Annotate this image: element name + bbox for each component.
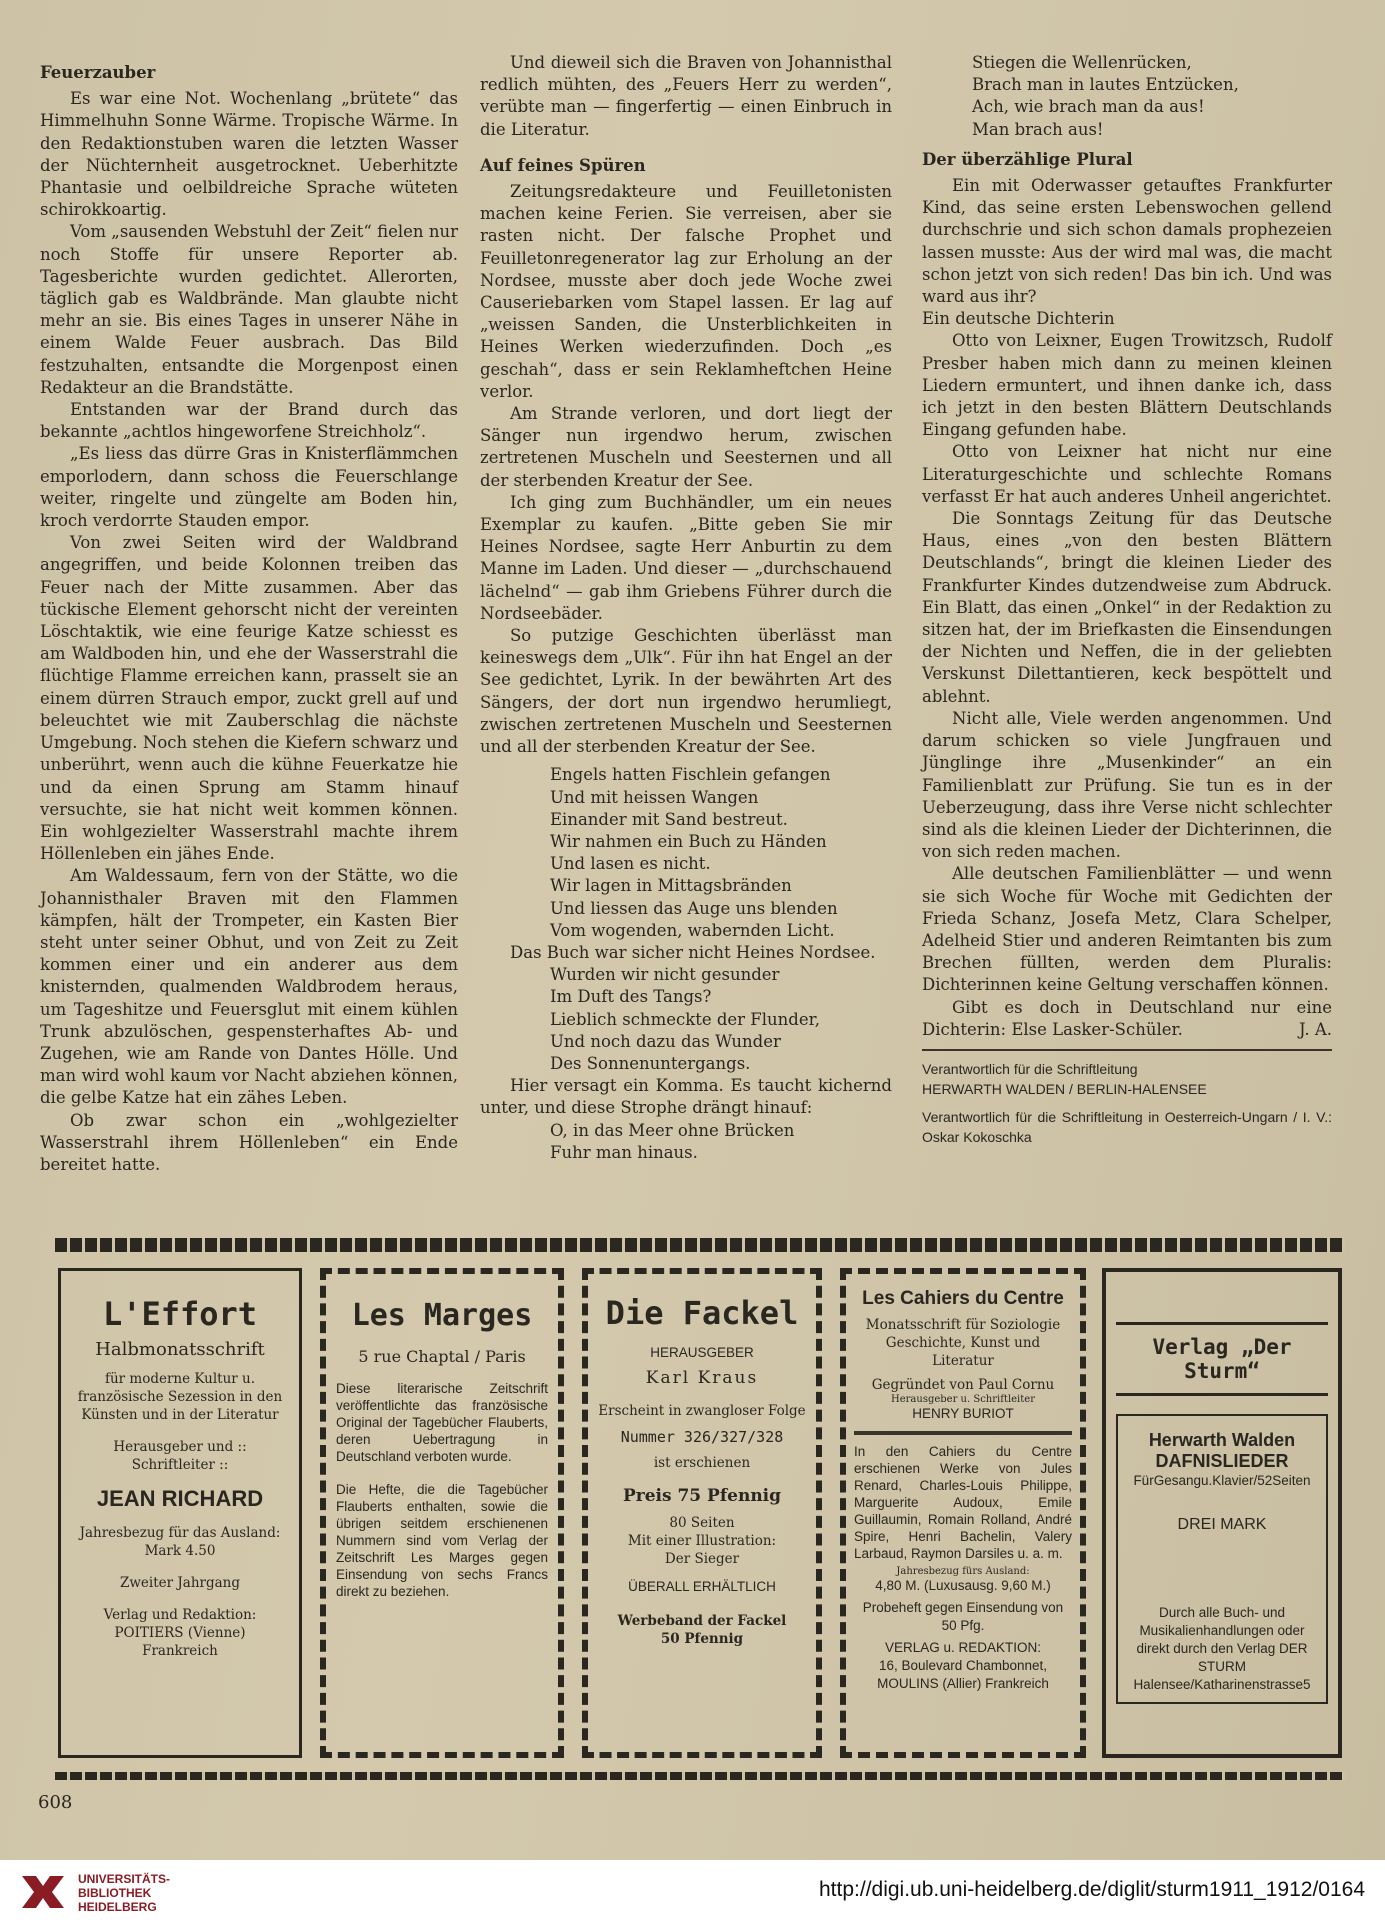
resp-label: Verantwortlich für die Schriftleitung xyxy=(922,1060,1138,1077)
ad-price: DREI MARK xyxy=(1177,1516,1267,1533)
poem-stanza-1 xyxy=(550,764,892,942)
poem-stanza-2 xyxy=(550,964,892,1075)
ad-leffort xyxy=(58,1268,302,1758)
paragraph: Die Sonntags Zeitung für das Deutsche Haus, eines „von den besten Blättern Deutschlands“, bringt die kleinen Lieder des Frankfurter Kindes dutzendweise zum Abdruck. Ein Blatt, das einen „Onkel“ in der Redaktion zu sitzen hat, der im Briefkasten die Einsendungen der Nichten und Neffen, die in der geliebten Verskunst Dilettantieren, keck bespöttelt und ablehnt. xyxy=(922,509,1332,706)
paragraph: Am Strande verloren, und dort liegt der Sänger nun irgendwo herum, zwischen zertretenen Muscheln und Seesternen und all der sterbenden Kreatur der See. xyxy=(480,404,892,490)
paragraph xyxy=(922,997,1332,1041)
paragraph: Ein mit Oderwasser getauftes Frankfurter Kind, das seine ersten Lebenswochen gellend durchschrie und sich schon damals prophezeien lassen musste: Aus der wird mal was, die macht schon jetzt von sich reden! Das bin ich. Und was ward aus ihr? xyxy=(922,176,1332,307)
paragraph: Vom „sausenden Webstuhl der Zeit“ fielen nur noch Stoffe für unsere Reporter ab. Tagesberichte wurden gedichtet. Allerorten, täglich gab es Waldbrände. Man glaubte nicht mehr an sie. Bis eines Tages in unserer Nähe in einem Walde Feuer ausbrach. Das Bild festzuhalten, entsandte die Morgenpost einen Redakteur an die Brandstätte. xyxy=(40,222,458,397)
ad-les-marges xyxy=(320,1268,564,1758)
paragraph: Ich ging zum Buchhändler, um ein neues Exemplar zu kaufen. „Bitte geben Sie mir Heines Nordsee, sagte Herr Anburtin zu dem Manne im Laden. Und dieser — „durchschauend lächelnd“ — gab ihm Griebens Führer durch die Nordseebäder. xyxy=(480,492,892,623)
verse-line: Engels hatten Fischlein gefangen xyxy=(550,765,831,785)
resp-name: HERWARTH WALDEN / BERLIN-HALENSEE xyxy=(922,1080,1207,1097)
ad-band-price: 50 Pfennig xyxy=(660,1631,744,1647)
paragraph: Entstanden war der Brand durch das bekannte „achtlos hingeworfene Streichholz“. xyxy=(40,400,458,442)
divider-rule xyxy=(854,1431,1072,1435)
resp-austria: Verantwortlich für die Schriftleitung in Oesterreich-Ungarn / I. V.: Oskar Kokoschka xyxy=(922,1108,1332,1145)
library-line: HEIDELBERG xyxy=(78,1900,157,1914)
column-2 xyxy=(480,52,892,1164)
verse-line: Des Sonnenuntergangs. xyxy=(550,1053,751,1073)
ad-price: 4,80 M. (Luxusausg. 9,60 M.) xyxy=(875,1578,1051,1593)
ad-year: Zweiter Jahrgang xyxy=(119,1575,241,1591)
poem-stanza-3 xyxy=(550,1120,892,1164)
ad-sample: Probeheft gegen Einsendung von 50 Pfg. xyxy=(862,1600,1064,1633)
ad-founded: Gegründet von Paul Cornu xyxy=(871,1377,1055,1393)
ad-title: Die Fackel xyxy=(605,1294,799,1332)
ad-distribution: Durch alle Buch- und Musikalienhandlungen oder direkt durch den Verlag DER STURM Halensee/Katharinenstrasse5 xyxy=(1133,1605,1311,1692)
verse-line: Wir lagen in Mittagsbränden xyxy=(550,876,792,896)
ad-title: Verlag „Der Sturm“ xyxy=(1116,1322,1328,1396)
ad-title: L'Effort xyxy=(102,1295,258,1333)
ad-band: Werbeband der Fackel xyxy=(617,1613,787,1629)
ad-body: In den Cahiers du Centre erschienen Werke von Jules Renard, Charles-Louis Philippe, Marguerite Audoux, Emile Guillaumin, Romain Rolland, André Spire, Henri Bachelin, Valery Larbaud, Raymon Darsiles u. a. m. xyxy=(854,1444,1072,1561)
page-number: 608 xyxy=(38,1792,73,1813)
verse-line: Brach man in lautes Entzücken, xyxy=(972,75,1239,95)
ad-section-border-top xyxy=(55,1238,1345,1252)
library-line: BIBLIOTHEK xyxy=(78,1886,152,1900)
verse-line: Man brach aus! xyxy=(972,119,1104,139)
paragraph: Alle deutschen Familienblätter — und wenn sie sich Woche für Woche mit Gedichten der Frieda Schanz, Josefa Metz, Clara Schelper, Adelheid Stier und anderen Reimtanten bis zum Brechen füllten, werden dem Pluralis: Dichterinnen keine Geltung verschaffen können. xyxy=(922,864,1332,995)
column-3 xyxy=(922,52,1332,1147)
ad-cahiers-du-centre xyxy=(840,1268,1086,1758)
article-title-auf-feines-spueren: Auf feines Spüren xyxy=(480,155,646,175)
paragraph: Das Buch war sicher nicht Heines Nordsee. xyxy=(510,942,876,962)
paragraph: Zeitungsredakteure und Feuilletonisten machen keine Ferien. Sie verreisen, aber sie rasten nicht. Der falsche Prophet und Feuilletonregenerator lag zur Erholung an der Nordsee, musste aber doch jede Woche zwei Causeriebarken vom Stapel lassen. Er lag auf „weissen Sanden, die Unsterblichkeiten in Heines Werken wiederzufinden. Doch „es geschah“, dass er sein Reklamheftchen Heine verlor. xyxy=(480,182,892,401)
ad-desc: Monatsschrift für Soziologie Geschichte, Kunst und Literatur xyxy=(865,1317,1061,1369)
ad-title: Les Marges xyxy=(351,1298,533,1333)
ad-price-label: Jahresbezug fürs Ausland: xyxy=(896,1566,1030,1577)
ad-country: Frankreich xyxy=(142,1643,218,1659)
verse-line: Und mit heissen Wangen xyxy=(550,787,759,807)
ad-verlag-der-sturm xyxy=(1102,1268,1342,1758)
ad-status: ist erschienen xyxy=(653,1455,751,1471)
ad-address: 5 rue Chaptal / Paris xyxy=(358,1347,526,1366)
verse-line: Einander mit Sand bestreut. xyxy=(550,809,788,829)
ad-editor: JEAN RICHARD xyxy=(96,1486,264,1511)
paragraph: Otto von Leixner hat nicht nur eine Literaturgeschichte und schlechte Romans verfasst Er hat auch anderes Unheil angerichtet. xyxy=(922,442,1332,506)
paragraph: Am Waldessaum, fern von der Stätte, wo die Johannisthaler Braven mit den Flammen kämpfen, hält der Trompeter, ein Kasten Bier steht unter seiner Obhut, und von Zeit zu Zeit kommen einer und ein anderer aus dem knisternden, qualmenden Waldbrodem heraus, um Tageshitze und Feuersglut mit einem kühlen Trunk abzulöschen, gespensterhaftes Ab- und Zugehen, wie am Rande von Dantes Hölle. Und man wird wohl kaum vor Nacht abziehen können, die gelbe Katze hat ein zähes Leben. xyxy=(40,866,458,1108)
ad-work: DAFNISLIEDER xyxy=(1155,1451,1289,1471)
ad-price: Preis 75 Pfennig xyxy=(622,1486,782,1506)
source-url[interactable]: http://digi.ub.uni-heidelberg.de/diglit/sturm1911_1912/0164 xyxy=(819,1878,1365,1901)
ad-die-fackel xyxy=(582,1268,822,1758)
ad-pages: 80 Seiten xyxy=(669,1515,735,1531)
verse-line: Stiegen die Wellenrücken, xyxy=(972,53,1192,72)
ad-role: Herausgeber und :: Schriftleiter :: xyxy=(113,1439,247,1473)
ad-availability: ÜBERALL ERHÄLTLICH xyxy=(628,1579,776,1594)
ad-publisher: Verlag und Redaktion: xyxy=(103,1607,257,1623)
paragraph: Nicht alle, Viele werden angenommen. Und darum schicken so viele Jungfrauen und Jünglinge ihre „Musenkinder“ an ein Familienblatt zur Prüfung. Sie tun es in der Ueberzeugung, dass ihre Verse nicht schlechter sind als die kleinen Lieder der Dichterinnen, die von sich reden machen. xyxy=(922,708,1332,862)
ad-number: Nummer 326/327/328 xyxy=(620,1428,784,1446)
ad-para: Die Hefte, die die Tagebücher Flauberts enthalten, sowie die übrigen seitdem erschienenen Nummern sind vom Verlag der Zeitschrift Les Marges gegen Einsendung von sechs Francs direkt zu beziehen. xyxy=(336,1482,548,1599)
column-1 xyxy=(40,62,458,1176)
verse-line: Vom wogenden, wabernden Licht. xyxy=(550,920,835,940)
ad-address: 16, Boulevard Chambonnet, MOULINS (Allier) Frankreich xyxy=(877,1658,1049,1691)
article-title-feuerzauber: Feuerzauber xyxy=(40,63,156,82)
verse-line: Wurden wir nicht gesunder xyxy=(550,965,780,985)
ad-illus-title: Der Sieger xyxy=(664,1551,740,1567)
library-line: UNIVERSITÄTS- xyxy=(78,1872,171,1886)
verse-line: Wir nahmen ein Buch zu Händen xyxy=(550,831,827,851)
verse-line: O, in das Meer ohne Brücken xyxy=(550,1120,795,1140)
ad-label: HERAUSGEBER xyxy=(650,1345,754,1360)
ad-price: Jahresbezug für das Ausland: Mark 4.50 xyxy=(79,1525,281,1559)
ad-section-border-bottom xyxy=(55,1772,1345,1780)
verse-line: Im Duft des Tangs? xyxy=(550,987,712,1007)
ad-subtitle: Halbmonatsschrift xyxy=(95,1339,265,1360)
verse-line: Ach, wie brach man da aus! xyxy=(972,97,1205,117)
ad-desc: für moderne Kultur u. französische Sezession in den Künsten und in der Literatur xyxy=(77,1371,283,1423)
paragraph: Es war eine Not. Wochenlang „brütete“ das Himmelhuhn Sonne Wärme. Tropische Wärme. In den Redaktionstuben waren die letzten Wasser der Nüchternheit ausgetrocknet. Ueberhitzte Phantasie und oelbildreiche Sprache wüteten schirokkoartig. xyxy=(40,89,458,220)
verse-line: Und lasen es nicht. xyxy=(550,854,711,874)
ad-editor: HENRY BURIOT xyxy=(912,1406,1014,1421)
ad-freq: Erscheint in zwangloser Folge xyxy=(598,1403,806,1419)
ad-publisher: VERLAG u. REDAKTION: xyxy=(884,1640,1042,1655)
ad-title: Les Cahiers du Centre xyxy=(862,1288,1064,1309)
ad-inner-box xyxy=(1116,1414,1328,1704)
poem-stanza-4 xyxy=(972,52,1332,141)
footer-bar xyxy=(0,1860,1385,1922)
paragraph: „Es liess das dürre Gras in Knisterflämmchen emporlodern, dann schoss die Feuerschlange weiter, ringelte und züngelte am Boden hin, kroch verdorrte Stauden empor. xyxy=(40,444,458,531)
article-title-plural: Der überzählige Plural xyxy=(922,149,1133,169)
verse-line: Lieblich schmeckte der Flunder, xyxy=(550,1009,820,1029)
heidelberg-library-logo-icon xyxy=(18,1868,68,1916)
ad-illus: Mit einer Illustration: xyxy=(627,1533,777,1549)
ad-author: Herwarth Walden xyxy=(1148,1430,1296,1450)
verse-line: Und noch dazu das Wunder xyxy=(550,1031,781,1051)
paragraph: Ob zwar schon ein „wohlgezielter Wasserstrahl ihrem Höllenleben“ ein Ende bereitet hatte. xyxy=(40,1110,458,1174)
ad-city: POITIERS (Vienne) xyxy=(114,1625,246,1641)
paragraph: Otto von Leixner, Eugen Trowitzsch, Rudolf Presber haben mich dann zu meinen kleinen Liedern ermuntert, und ihnen danke ich, dass ich jetzt in den besten Blättern Deutschlands Eingang gefunden habe. xyxy=(922,331,1332,440)
responsibility-note xyxy=(922,1059,1332,1147)
paragraph: Ein deutsche Dichterin xyxy=(922,309,1115,329)
paragraph: Hier versagt ein Komma. Es taucht kichernd unter, und diese Strophe drängt hinauf: xyxy=(480,1076,892,1118)
divider-rule xyxy=(922,1049,1332,1051)
paragraph: Von zwei Seiten wird der Waldbrand angegriffen, und beide Kolonnen treiben das Feuer nach der Mitte zusammen. Aber das tückische Element gehorscht nicht der vereinten Löschtaktik, wie eine feurige Katze schiesst es am Waldboden hin, und ehe der Wasserstrahl die flüchtige Flamme erreichen kann, prasselt sie an einem dürren Strauch empor, zuckt grell auf und beleuchtet wie mit Zauberschlag die nächste Umgebung. Noch stehen die Kiefern schwarz und unberührt, wenn auch die kühne Feuerkatze hie und da einen Sprung am Stamm hinauf versuchte, sie hat nicht weit kommen können. Ein wohlgezielter Wasserstrahl machte ihrem Höllenleben ein jähes Ende. xyxy=(40,533,458,864)
closing-sentence: Gibt es doch in Deutschland nur eine Dichterin: Else Lasker-Schüler. xyxy=(922,997,1332,1039)
ad-para: Diese literarische Zeitschrift veröffentlichte das französische Original der Tagebücher Flauberts, deren Uebertragung in Deutschland verboten wurde. xyxy=(336,1381,548,1464)
author-signature: J. A. xyxy=(1299,1019,1332,1039)
library-name xyxy=(78,1872,170,1914)
paragraph: So putzige Geschichten überlässt man keineswegs dem „Ulk“. Für ihn hat Engel an der See gedichtet, Lyrik. In der bewährten Art des Sängers, der dort nun irgendwo herumliegt, zwischen zertretenen Muscheln und Seesternen und all der sterbenden Kreatur der See. xyxy=(480,626,892,757)
ad-editor: Karl Kraus xyxy=(645,1368,759,1388)
paragraph: Und dieweil sich die Braven von Johannisthal redlich mühten, des „Feuers Herr zu werden“, verübte man — fingerfertig — einen Einbruch in die Literatur. xyxy=(480,53,892,139)
verse-line: Und liessen das Auge uns blenden xyxy=(550,898,838,918)
ad-details: FürGesangu.Klavier/52Seiten xyxy=(1133,1473,1311,1488)
ad-role: Herausgeber u. Schriftleiter xyxy=(891,1394,1035,1405)
verse-line: Fuhr man hinaus. xyxy=(550,1142,698,1162)
